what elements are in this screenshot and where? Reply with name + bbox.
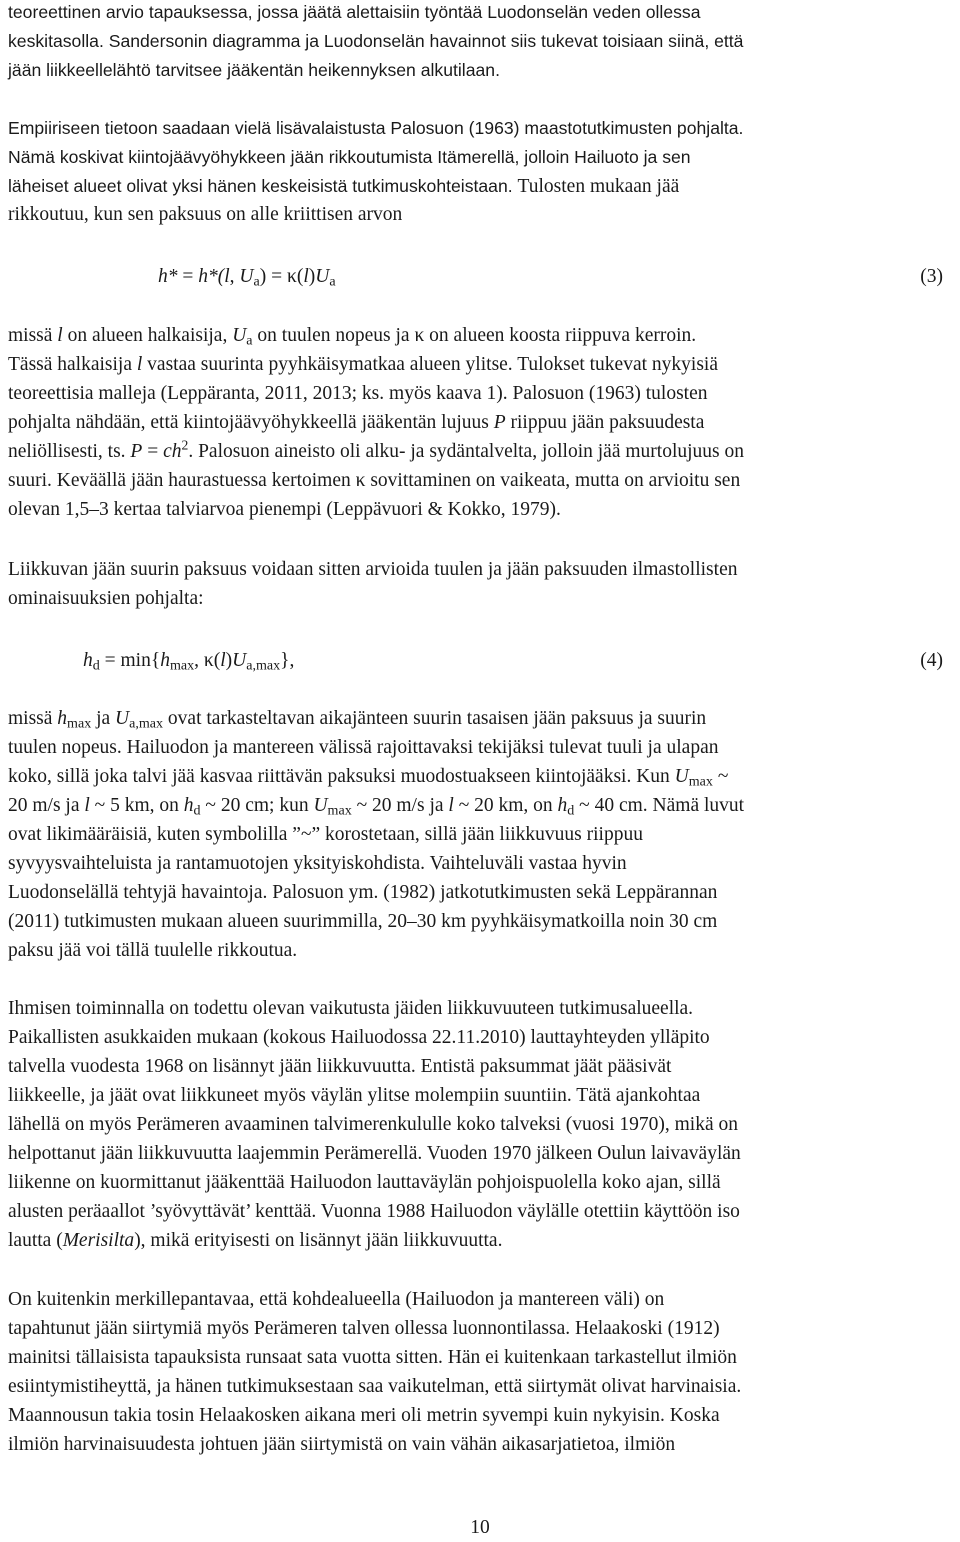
text-line: teoreettisia malleja (Leppäranta, 2011, 2013; ks. myös kaava 1). Palosuon (1963) tulosten — [8, 383, 708, 404]
text-line: Empiiriseen tietoon saadaan vielä lisävalaistusta Palosuon (1963) maastotutkimusten pohjalta. — [8, 118, 744, 138]
page-number: 10 — [470, 1517, 490, 1538]
text-line: helpottanut jään liikkuvuutta laajemmin Perämerellä. Vuoden 1970 jälkeen Oulun laivaväylän — [8, 1143, 741, 1164]
text-line: suuri. Keväällä jään haurastuessa kertoimen κ sovittaminen on vaikeata, mutta on arvioitu sen — [8, 470, 741, 491]
text-line: ovat likimääräisiä, kuten symbolilla ”~” korostetaan, sillä jään liikkuvuus riippuu — [8, 824, 643, 845]
text-line: olevan 1,5–3 kertaa talviarvoa pienempi (Leppävuori & Kokko, 1979). — [8, 499, 561, 520]
text-line: jään liikkeellelähtö tarvitsee jääkentän heikennyksen alkutilaan. — [8, 60, 500, 80]
text-line: Ihmisen toiminnalla on todettu olevan vaikutusta jäiden liikkuvuuteen tutkimusalueella. — [8, 998, 694, 1019]
text-line: liikenne on kuormittanut jääkenttää Hailuodon lauttaväylän pohjoispuolella koko ajan, sillä — [8, 1172, 721, 1193]
text-line: alusten peräaallot ’syövyttävät’ kenttää. Vuonna 1988 Hailuodon väylälle otettiin käyttöön iso — [8, 1201, 740, 1222]
equation-number: (3) — [920, 266, 943, 287]
text-line: 20 m/s ja l ~ 5 km, on $h_d$ ~ 20 cm; kun $U_{max}$ ~ 20 m/s ja l ~ 20 km, on $h_d$ ~ 40 cm. Nämä luvut — [8, 795, 745, 819]
text-line: Paikallisten asukkaiden mukaan (kokous Hailuodossa 22.11.2010) lauttayhteyden ylläpito — [8, 1027, 710, 1048]
text-line: Tässä halkaisija l vastaa suurinta pyyhkäisymatkaa alueen ylitse. Tulokset tukevat nykyisiä — [8, 354, 718, 375]
text-line: pohjalta nähdään, että kiintojäävyöhykkeellä jääkentän lujuus P riippuu jään paksuudesta — [8, 412, 705, 433]
text-line: tuulen nopeus. Hailuodon ja mantereen välissä rajoittavaksi tekijäksi tulevat tuuli ja ulapan — [8, 737, 719, 758]
text-line: paksu jää voi tällä tuulelle rikkoutua. — [8, 940, 298, 961]
text-line: talvella vuodesta 1968 on lisännyt jään liikkuvuutta. Entistä paksummat jäät pääsivät — [8, 1056, 672, 1077]
text-line: (2011) tutkimusten mukaan alueen suurimmilla, 20–30 km pyyhkäisymatkoilla noin 30 cm — [8, 911, 718, 932]
text-line: Maannousun takia tosin Helaakosken aikana meri oli metrin syvempi kuin nykyisin. Koska — [8, 1405, 720, 1426]
text-line: rikkoutuu, kun sen paksuus on alle kriittisen arvon — [8, 204, 403, 225]
text-line: esiintymistiheyttä, ja hänen tutkimuksestaan saa vaikutelman, että siirtymät olivat harvinaisia. — [8, 1376, 742, 1397]
equation-3: h* = h*(l, $U_a) = \kappa(l)U_a$ — [158, 266, 336, 290]
text-line: teoreettinen arvio tapauksessa, jossa jäätä alettaisiin työntää Luodonselän veden ollessa — [8, 2, 701, 22]
text-line: mainitsi tällaisista tapauksista runsaat sata vuotta sitten. Hän ei kuitenkaan tarkastellut ilmiön — [8, 1347, 737, 1368]
text-line: neliöllisesti, ts. $P = ch^2$. Palosuon aineisto oli alku- ja sydäntalvelta, jolloin jää murtolujuus on — [8, 437, 744, 462]
text-line: Luodonselällä tehtyjä havaintoja. Palosuon ym. (1982) jatkotutkimusten sekä Leppärannan — [8, 882, 718, 903]
text-line: keskitasolla. Sandersonin diagramma ja Luodonselän havainnot siis tukevat toisiaan siinä, että — [8, 31, 744, 51]
text-line: koko, sillä joka talvi jää kasvaa riittävän paksuksi muodostuakseen kiintojääksi. Kun $U_{max}$ ~ — [8, 766, 729, 790]
equation-4: $h_d = \min\{h_{max}$, $\kappa(l)U_{a,max}$}, — [83, 650, 295, 674]
text-line: On kuitenkin merkillepantavaa, että kohdealueella (Hailuodon ja mantereen väli) on — [8, 1289, 665, 1310]
text-line: ilmiön harvinaisuudesta johtuen jään siirtymistä on vain vähän aikasarjatietoa, ilmiön — [8, 1434, 676, 1455]
text-line: missä l on alueen halkaisija, $U_a$ on tuulen nopeus ja κ on alueen koosta riippuva kerroin. — [8, 325, 697, 349]
equation-number: (4) — [920, 650, 943, 671]
text-line: Liikkuvan jään suurin paksuus voidaan sitten arvioida tuulen ja jään paksuuden ilmastollisten — [8, 559, 738, 580]
text-line: läheiset alueet olivat yksi hänen keskeisistä tutkimuskohteistaan. Tulosten mukaan jää — [8, 176, 680, 197]
text-line: lautta (Merisilta), mikä erityisesti on lisännyt jään liikkuvuutta. — [8, 1230, 503, 1251]
text-line: missä $h_{max}$ ja $U_{a,max}$ ovat tarkasteltavan aikajänteen suurin tasaisen jään paksuus ja suurin — [8, 708, 707, 732]
text-line: liikkeelle, ja jäät ovat liikkuneet myös väylän ylitse molempiin suuntiin. Tätä ajankohtaa — [8, 1085, 701, 1106]
text-line: lähellä on myös Perämeren avaaminen talvimerenkululle koko talveksi (vuosi 1970), mikä on — [8, 1114, 738, 1135]
text-line: Nämä koskivat kiintojäävyöhykkeen jään rikkoutumista Itämerellä, jolloin Hailuoto ja sen — [8, 147, 691, 167]
text-line: syvyysvaihteluista ja rantamuotojen yksityiskohdista. Vaihteluväli vastaa hyvin — [8, 853, 627, 874]
text-line: tapahtunut jään siirtymiä myös Perämeren talven ollessa luonnontilassa. Helaakoski (1912) — [8, 1318, 720, 1339]
text-line: ominaisuuksien pohjalta: — [8, 588, 204, 609]
